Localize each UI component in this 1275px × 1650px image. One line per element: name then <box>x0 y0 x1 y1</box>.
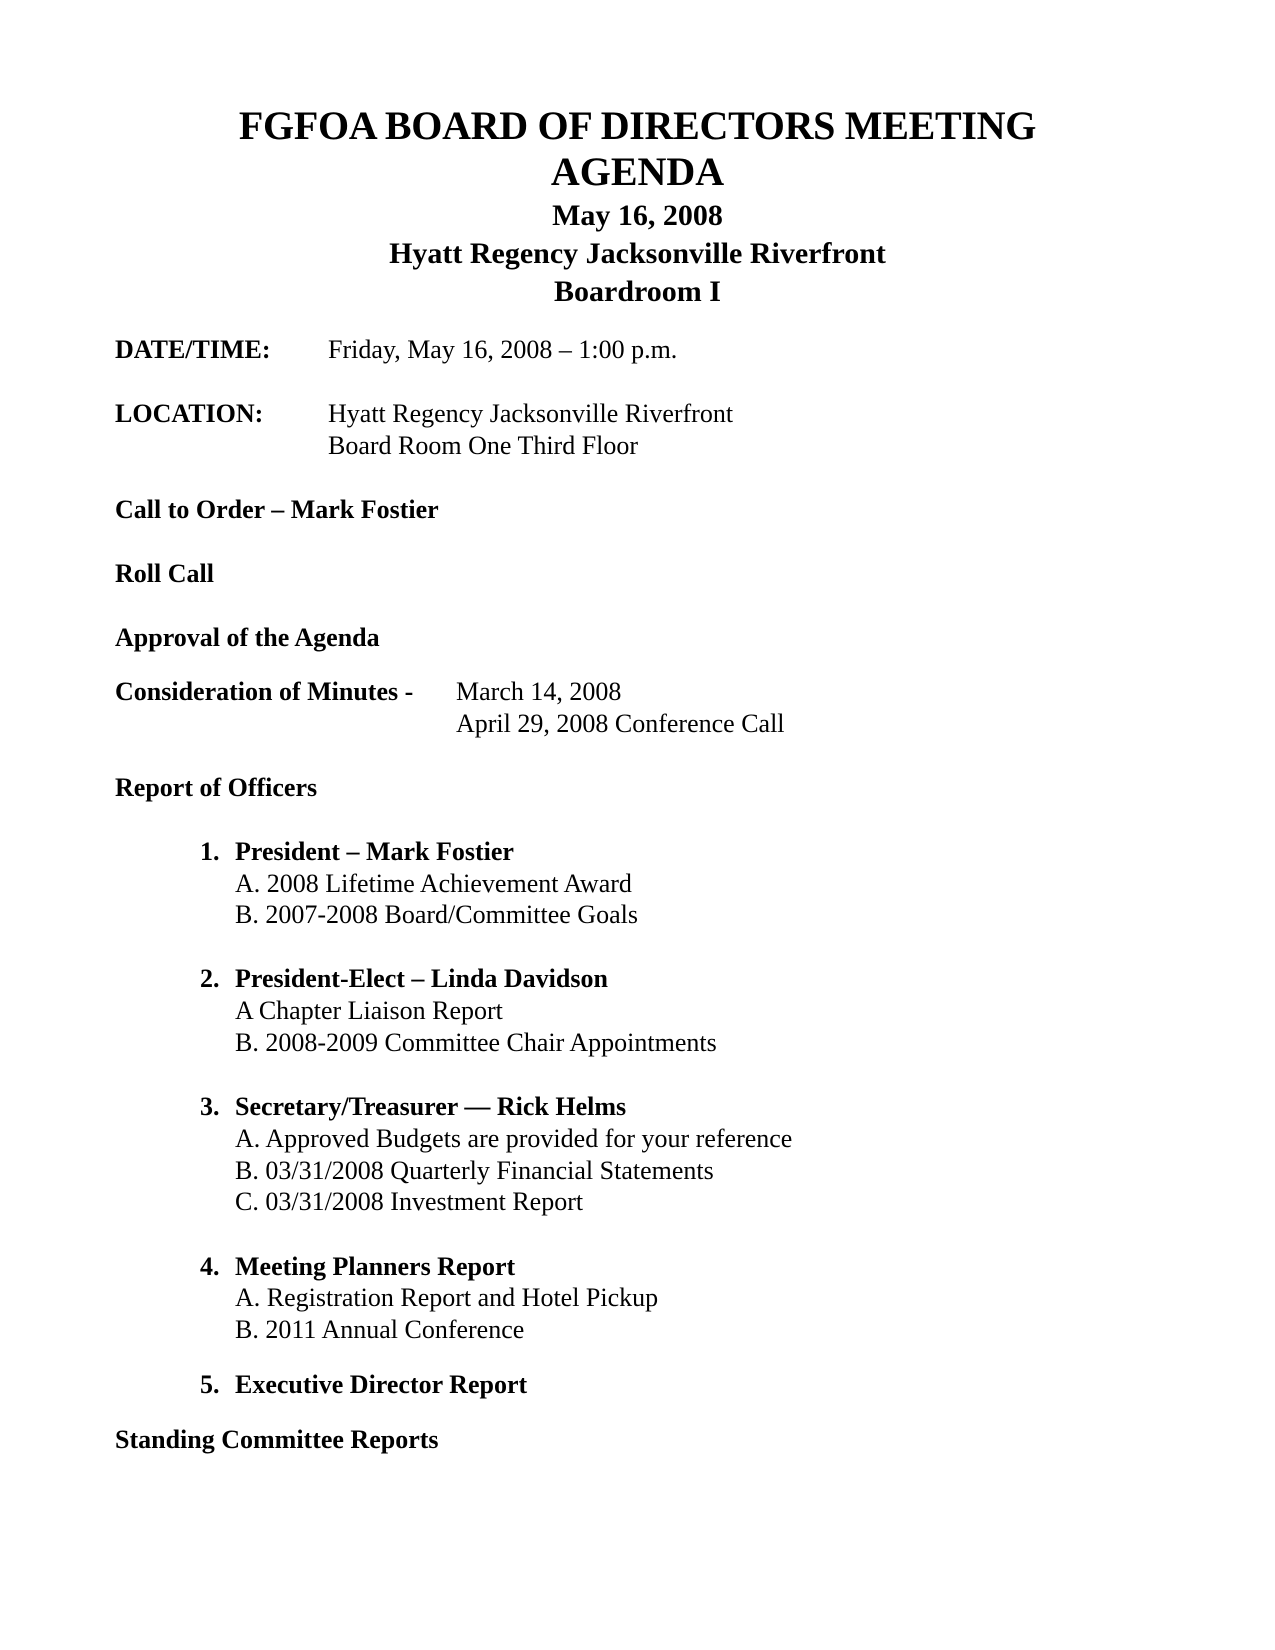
officer-number: 5. <box>200 1370 220 1399</box>
datetime-label: DATE/TIME: <box>115 335 271 364</box>
officer-item: B. 2011 Annual Conference <box>235 1315 525 1344</box>
report-of-officers: Report of Officers <box>115 773 318 802</box>
location-label: LOCATION: <box>115 399 264 428</box>
officer-number: 4. <box>200 1252 220 1281</box>
officer-item: A Chapter Liaison Report <box>235 996 503 1025</box>
officer-title: President-Elect – Linda Davidson <box>235 964 608 993</box>
minutes-item: April 29, 2008 Conference Call <box>456 709 785 738</box>
meeting-venue: Hyatt Regency Jacksonville Riverfront <box>389 237 886 270</box>
document-title: FGFOA BOARD OF DIRECTORS MEETING <box>238 103 1037 148</box>
meeting-room: Boardroom I <box>554 275 721 308</box>
approval-of-agenda: Approval of the Agenda <box>115 623 380 652</box>
location-line-1: Hyatt Regency Jacksonville Riverfront <box>328 399 734 428</box>
officer-title: Secretary/Treasurer — Rick Helms <box>235 1092 627 1121</box>
officer-title: President – Mark Fostier <box>235 837 514 866</box>
officer-item: A. Registration Report and Hotel Pickup <box>235 1283 659 1312</box>
minutes-label: Consideration of Minutes - <box>115 677 414 706</box>
officer-item: B. 2007-2008 Board/Committee Goals <box>235 900 638 929</box>
officer-item: B. 03/31/2008 Quarterly Financial Statements <box>235 1156 714 1185</box>
officer-item: C. 03/31/2008 Investment Report <box>235 1187 584 1216</box>
meeting-date: May 16, 2008 <box>552 199 723 232</box>
call-to-order: Call to Order – Mark Fostier <box>115 495 439 524</box>
location-line-2: Board Room One Third Floor <box>328 431 639 460</box>
officer-item: A. Approved Budgets are provided for your reference <box>235 1124 793 1153</box>
officer-title: Meeting Planners Report <box>235 1252 516 1281</box>
officer-title: Executive Director Report <box>235 1370 528 1399</box>
officer-number: 1. <box>200 837 220 866</box>
standing-committee-reports: Standing Committee Reports <box>115 1425 439 1454</box>
officer-item: B. 2008-2009 Committee Chair Appointments <box>235 1028 717 1057</box>
roll-call: Roll Call <box>115 559 214 588</box>
officer-item: A. 2008 Lifetime Achievement Award <box>235 869 632 898</box>
document-subtitle: AGENDA <box>550 149 725 194</box>
officer-number: 3. <box>200 1092 220 1121</box>
datetime-value: Friday, May 16, 2008 – 1:00 p.m. <box>328 335 678 364</box>
officer-number: 2. <box>200 964 220 993</box>
minutes-item: March 14, 2008 <box>456 677 622 706</box>
